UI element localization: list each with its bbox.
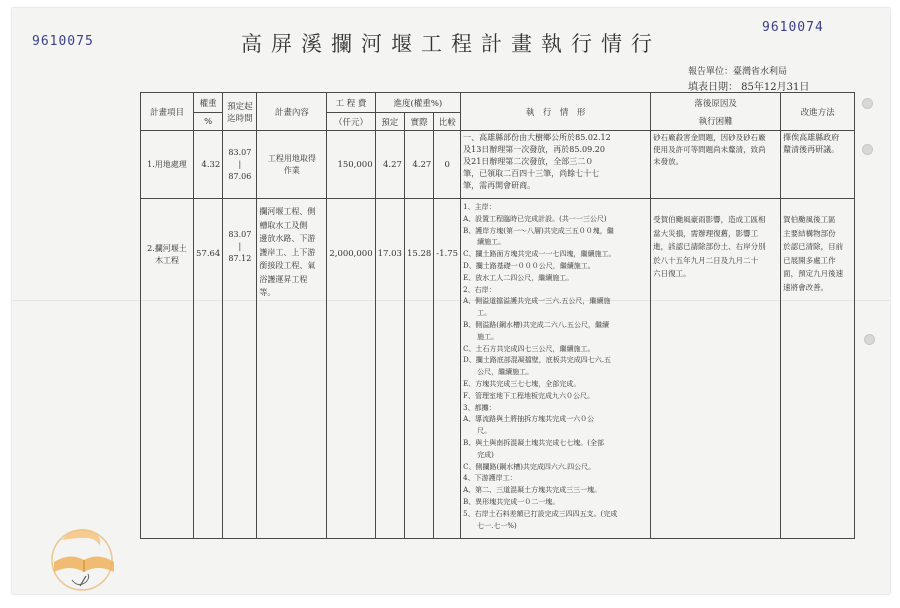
binder-hole [864, 334, 875, 345]
header-actual: 實際 [404, 113, 433, 131]
header-item: 計畫項目 [141, 93, 194, 131]
report-date: 填表日期： 85年12月31日 [688, 82, 810, 93]
row1-compare: 0 [434, 131, 461, 199]
table-row [141, 199, 855, 539]
header-planned: 預定 [375, 113, 404, 131]
document-sheet [12, 8, 890, 594]
row2-item: 2.攔河堰土 木工程 [141, 199, 194, 539]
row1-cost: 150,000 [327, 131, 375, 199]
binder-hole [862, 98, 873, 109]
progress-table [140, 92, 855, 539]
row1-status: 一、高雄縣部份由大樹鄉公所於85.02.12 及13日辦理第一次發放，再於85.09.20 及21日辦理第二次發放，全部三二０ 筆，已領取二百四十三筆，尚餘七十七 筆，需再開會研商。 [461, 131, 651, 199]
row1-remedy: 擇俟高雄縣政府 釐清後再研議。 [781, 131, 855, 199]
row2-remedy: 賀伯颱風後工區 主要結構物部份 於認已清除，目前 已展開多處工作 面，預定九月後速 速將會改善。 [781, 199, 855, 539]
document-number-left: 9610075 [32, 34, 94, 49]
row1-content: 工程用地取得 作業 [257, 131, 327, 199]
report-unit: 報告單位：臺灣省水利局 [688, 67, 788, 77]
row2-status: 1、主岸： A、設置工程臨時已完成計設。(共一一三公尺) B、護岸方塊(第一～八層)共完成三五００塊，繼 續施工。 C、攔土路面方塊共完成一一七四塊，繼續施工。 D、攔土路基礎一０００公尺，繼續施工。 E、放水工人二四公尺，繼續施工。 2、右岸： A、側溢道擋溢護共完成一三六.五公尺，繼續施 工。 B、側溢路(鋼水槽)共完成二六八.五公尺，繼續 施工。 C、土石方共完成四七三公尺，繼續施工。 D、攔土路底部混凝擋壁，底板共完成四七六.五 公尺，繼續施工。 E、方塊共完成三七七塊，全部完成。 F、管理室地下工程地板完成九六０公尺。 3、都攤： A、導流路與土將抽拆方塊共完成一六０公 尺。 B、與土與南拆混凝土塊共完成七七塊。(全部 完成) C、側攔路(鋼水槽)共完成四六六.四公尺。 4、下游護岸工： A、第二、三道混凝土方塊共完成三三一塊。 B、異形塊共完成一０二一塊。 5、右岸土石料差額已打設完成三四四五支。(完成 七一.七一%) [461, 199, 651, 539]
header-period: 預定起 迄時間 [223, 93, 257, 131]
row1-planned: 4.27 [375, 131, 404, 199]
row2-period: 83.07 | 87.12 [223, 199, 257, 539]
header-lag: 落後原因及 執行困難 [651, 93, 781, 131]
header-cost: 工 程 費 [327, 93, 375, 113]
table-header-row [141, 93, 855, 113]
header-weight: 權重 [194, 93, 223, 113]
header-weight-unit: % [194, 113, 223, 131]
header-progress: 進度(權重%) [375, 93, 461, 113]
row2-lag: 受賀伯颱風豪雨影響，造成工區相 當大災損，需辦理復舊，影響工 進，該認已請除部份土、右岸分別 於八十五年九月二日及九月二十 六日復工。 [651, 199, 781, 539]
row1-period: 83.07 | 87.06 [223, 131, 257, 199]
row2-compare: -1.75 [434, 199, 461, 539]
row2-cost: 2,000,000 [327, 199, 375, 539]
row1-item: 1.用地處理 [141, 131, 194, 199]
header-cost-unit: （仟元） [327, 113, 375, 131]
row2-content: 攔河堰工程、側 槽取水工及側 邊放水路、下游 護岸工、上下游 銜接段工程、氣 浴護運昇工程 等。 [257, 199, 327, 539]
binder-hole [862, 144, 873, 155]
row2-actual: 15.28 [404, 199, 433, 539]
header-compare: 比較 [434, 113, 461, 131]
document-number-right: 9610074 [762, 20, 824, 35]
row1-lag: 砂石廠殺害金問題，因砂及砂石廠 使用及許可等問題尚未釐清，致尚 未發放。 [651, 131, 781, 199]
header-remedy: 改進方法 [781, 93, 855, 131]
row2-planned: 17.03 [375, 199, 404, 539]
table-row [141, 131, 855, 199]
header-status: 執 行 情 形 [461, 93, 651, 131]
row1-weight: 4.32 [194, 131, 223, 199]
page-title: 高屏溪攔河堰工程計畫執行情行 [241, 32, 661, 56]
header-content: 計畫內容 [257, 93, 327, 131]
row2-weight: 57.64 [194, 199, 223, 539]
row1-actual: 4.27 [404, 131, 433, 199]
emblem-book-hand-icon [42, 516, 126, 594]
